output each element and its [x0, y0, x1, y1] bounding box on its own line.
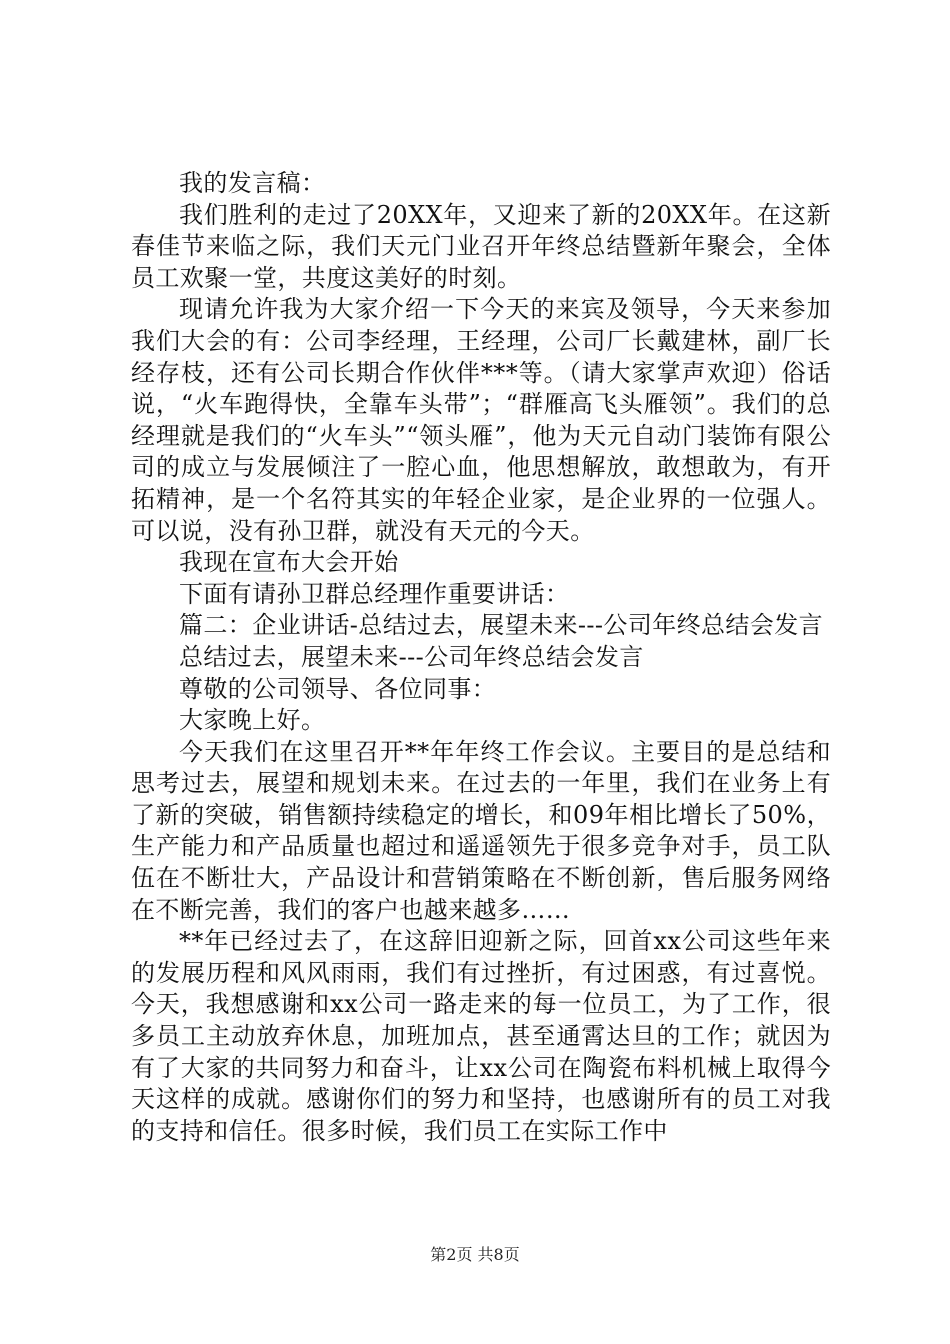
document-body: [131, 168, 831, 1147]
paragraph: 我们胜利的走过了20XX年，又迎来了新的20XX年。在这新春佳节来临之际，我们天元门业召开年终总结暨新年聚会，全体员工欢聚一堂，共度这美好的时刻。: [131, 200, 831, 292]
paragraph: **年已经过去了，在这辞旧迎新之际，回首xx公司这些年来的发展历程和风风雨雨，我们有过挫折，有过困惑，有过喜悦。今天，我想感谢和xx公司一路走来的每一位员工，为了工作，很多员工主动放弃休息，加班加点，甚至通霄达旦的工作；就因为有了大家的共同努力和奋斗，让xx公司在陶瓷布料机械上取得今天这样的成就。感谢你们的努力和坚持，也感谢所有的员工对我的支持和信任。很多时候，我们员工在实际工作中: [131, 927, 831, 1145]
paragraph: 下面有请孙卫群总经理作重要讲话：: [179, 579, 570, 608]
paragraph: 我现在宣布大会开始: [179, 548, 399, 577]
greeting: 大家晚上好。: [179, 706, 326, 735]
paragraph: 现请允许我为大家介绍一下今天的来宾及领导，今天来参加我们大会的有：公司李经理，王经理，公司厂长戴建林，副厂长经存枝，还有公司长期合作伙伴***等。（请大家掌声欢迎）俗话说，“火车跑得快，全靠车头带”；“群雁高飞头雁领”。我们的总经理就是我们的“火车头”“领头雁”，他为天元自动门装饰有限公司的成立与发展倾注了一腔心血，他思想解放，敢想敢为，有开拓精神，是一个名符其实的年轻企业家，是企业界的一位强人。可以说，没有孙卫群，就没有天元的今天。: [131, 295, 831, 545]
paragraph-heading: 我的发言稿：: [179, 169, 326, 197]
paragraph: 今天我们在这里召开**年年终工作会议。主要目的是总结和思考过去，展望和规划未来。在过去的一年里，我们在业务上有了新的突破，销售额持续稳定的增长，和09年相比增长了50%，生产能力和产品质量也超过和遥遥领先于很多竞争对手，员工队伍在不断壮大，产品设计和营销策略在不断创新，售后服务网络在不断完善，我们的客户也越来越多……: [131, 737, 831, 924]
salutation: 尊敬的公司领导、各位同事：: [179, 674, 497, 703]
section-title: 篇二：企业讲话-总结过去，展望未来---公司年终总结会发言: [179, 611, 824, 640]
section-subtitle: 总结过去，展望未来---公司年终总结会发言: [179, 642, 644, 671]
page-number-footer: 第2页 共8页: [430, 1245, 520, 1264]
